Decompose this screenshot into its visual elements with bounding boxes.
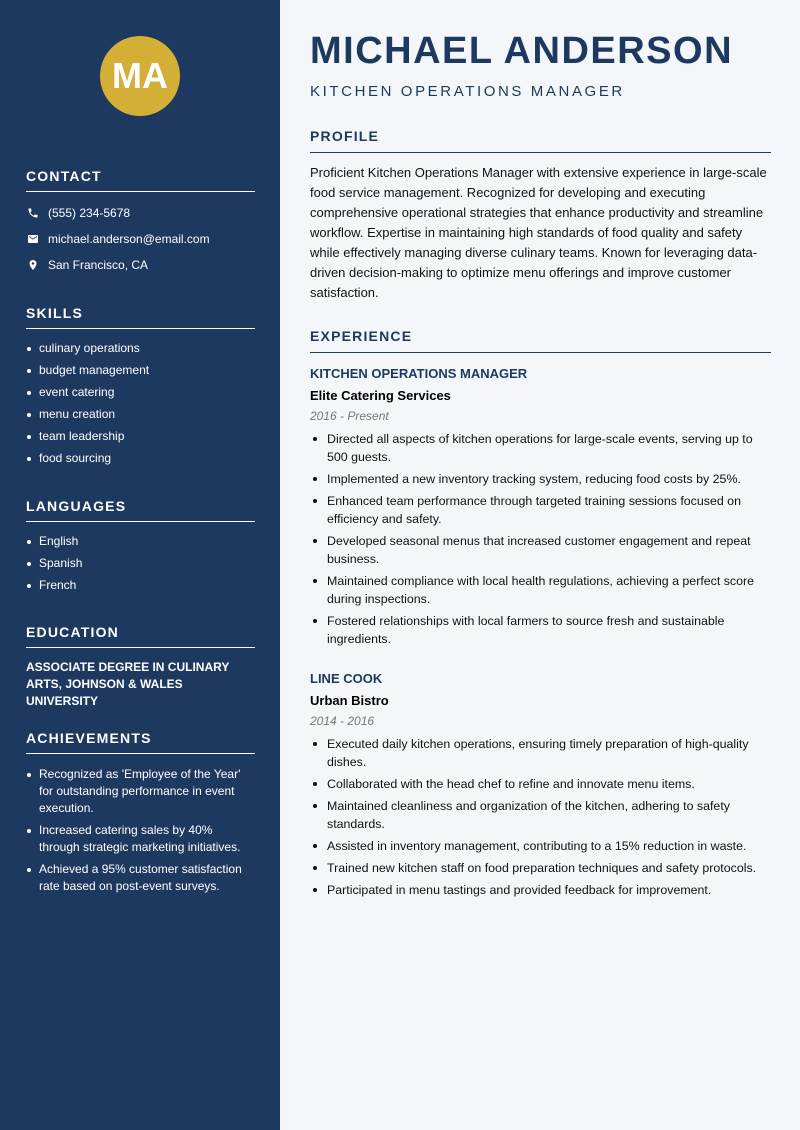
languages-list: [26, 534, 255, 593]
skills-list: [26, 341, 255, 466]
profile-text: Proficient Kitchen Operations Manager with extensive experience in large-scale food service management. Recognized for developing and executing comprehensive operational strategies that enhance productivity and streamline workflow. Expertise in maintaining high standards of food quality and safety while effectively managing diverse culinary teams. Known for leveraging data-driven decision-making to optimize menu offerings and improve customer satisfaction.: [310, 165, 767, 300]
list-item: Implemented a new inventory tracking system, reducing food costs by 25%.: [310, 470, 771, 488]
languages-section: [26, 498, 255, 600]
contact-location: [26, 258, 255, 272]
list-item: English: [26, 534, 255, 549]
job-bullets: [310, 735, 771, 899]
list-item: Enhanced team performance through targeted training sessions focused on efficiency and safety.: [310, 492, 771, 528]
location-pin-icon: [26, 258, 40, 272]
list-item: French: [26, 578, 255, 593]
contact-email[interactable]: [26, 232, 255, 246]
achievements-section: [26, 730, 255, 900]
job-dates: 2016 - Present: [310, 409, 389, 423]
sidebar: [0, 0, 280, 1130]
list-item: menu creation: [26, 407, 255, 422]
education-heading: EDUCATION: [26, 624, 255, 648]
list-item: event catering: [26, 385, 255, 400]
list-item: Fostered relationships with local farmers to source fresh and sustainable ingredients.: [310, 612, 771, 648]
list-item: Increased catering sales by 40% through strategic marketing initiatives.: [26, 822, 255, 856]
list-item: Achieved a 95% customer satisfaction rate based on post-event surveys.: [26, 861, 255, 895]
list-item: Participated in menu tastings and provided feedback for improvement.: [310, 881, 771, 899]
skills-section: [26, 305, 255, 473]
job-company: Urban Bistro: [310, 693, 389, 708]
job-bullets: [310, 430, 771, 648]
phone-icon: [26, 206, 40, 220]
list-item: Developed seasonal menus that increased customer engagement and repeat business.: [310, 532, 771, 568]
job-dates: 2014 - 2016: [310, 714, 375, 728]
education-section: [26, 624, 255, 710]
phone-text: (555) 234-5678: [48, 206, 131, 220]
skills-heading: SKILLS: [26, 305, 255, 329]
candidate-title: KITCHEN OPERATIONS MANAGER: [310, 83, 625, 100]
list-item: budget management: [26, 363, 255, 378]
contact-section: [26, 168, 255, 272]
list-item: Assisted in inventory management, contributing to a 15% reduction in waste.: [310, 837, 771, 855]
list-item: Collaborated with the head chef to refine and innovate menu items.: [310, 775, 771, 793]
list-item: Maintained compliance with local health regulations, achieving a perfect score during inspections.: [310, 572, 771, 608]
list-item: team leadership: [26, 429, 255, 444]
email-icon: [26, 232, 40, 246]
achievements-list: [26, 766, 255, 895]
candidate-name: MICHAEL ANDERSON: [310, 30, 734, 72]
achievements-heading: ACHIEVEMENTS: [26, 730, 255, 754]
job-entry: [310, 671, 771, 903]
job-entry: [310, 366, 771, 652]
list-item: Executed daily kitchen operations, ensuring timely preparation of high-quality dishes.: [310, 735, 771, 771]
languages-heading: LANGUAGES: [26, 498, 255, 522]
list-item: Recognized as 'Employee of the Year' for outstanding performance in event execution.: [26, 766, 255, 817]
experience-heading: EXPERIENCE: [310, 328, 771, 353]
contact-heading: CONTACT: [26, 168, 255, 192]
contact-phone[interactable]: [26, 206, 255, 220]
list-item: Spanish: [26, 556, 255, 571]
list-item: Trained new kitchen staff on food preparation techniques and safety protocols.: [310, 859, 771, 877]
job-role: LINE COOK: [310, 671, 383, 686]
list-item: Directed all aspects of kitchen operations for large-scale events, serving up to 500 guests.: [310, 430, 771, 466]
job-company: Elite Catering Services: [310, 388, 451, 403]
job-role: KITCHEN OPERATIONS MANAGER: [310, 366, 528, 381]
list-item: culinary operations: [26, 341, 255, 356]
location-text: San Francisco, CA: [48, 258, 149, 272]
list-item: Maintained cleanliness and organization of the kitchen, adhering to safety standards.: [310, 797, 771, 833]
list-item: food sourcing: [26, 451, 255, 466]
avatar: MA: [100, 36, 180, 116]
email-text: michael.anderson@email.com: [48, 232, 210, 246]
education-degree: ASSOCIATE DEGREE IN CULINARY ARTS, JOHNSON & WALES UNIVERSITY: [26, 660, 230, 708]
profile-heading: PROFILE: [310, 128, 771, 153]
